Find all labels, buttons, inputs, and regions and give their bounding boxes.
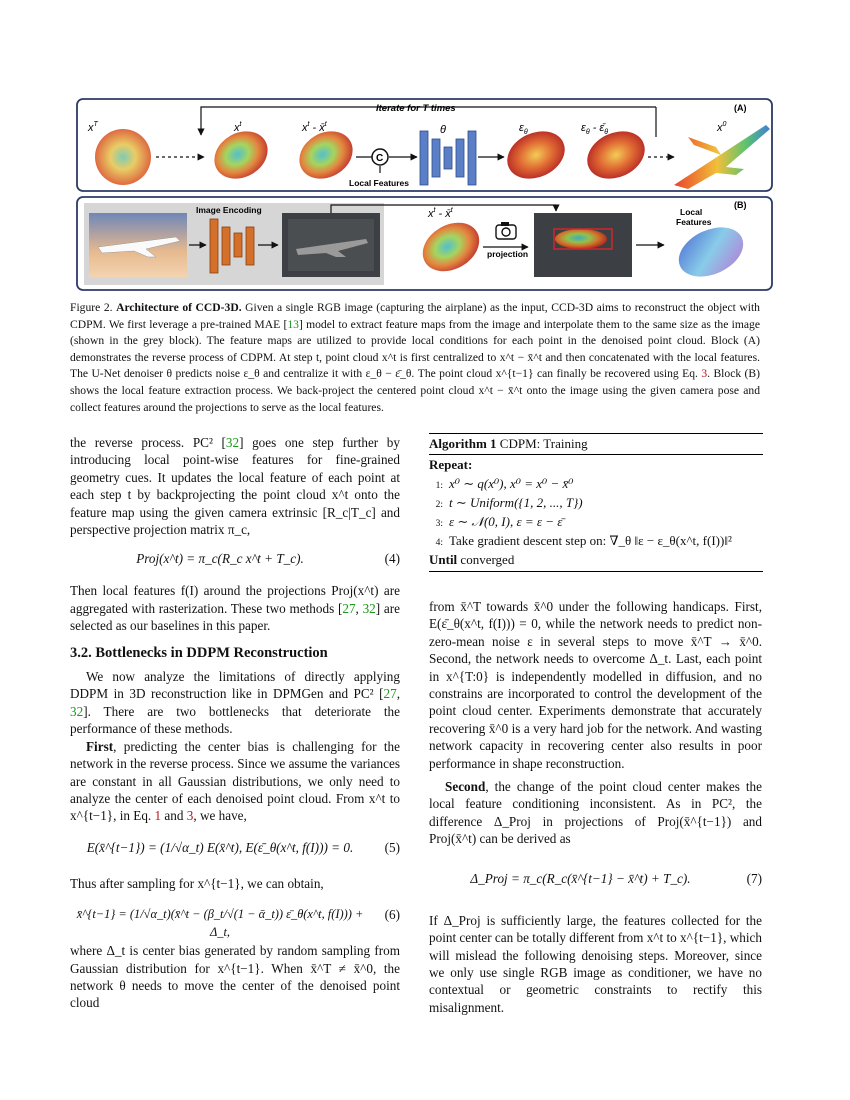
local-features-b-2: Features bbox=[676, 217, 712, 227]
algorithm-line bbox=[429, 531, 763, 550]
left-p4-b: , we have, bbox=[193, 808, 247, 824]
unet-denoiser bbox=[420, 131, 476, 185]
equation-4-body: Proj(x^t) = π_c(R_c x^t + T_c). bbox=[136, 551, 304, 567]
left-p1-b: ] goes one step further by introducing local point-wise features for fine-grained geometry cues. It updates the local feature of each point at each step t by backprojecting the point cloud x^t onto the feature map using the given camera extrinsic [R_c|T_c] and perspective projection matrix π_c, bbox=[70, 435, 400, 538]
algorithm-title-bold: Algorithm 1 bbox=[429, 436, 497, 451]
algorithm-line-text: t ∼ Uniform({1, 2, ..., T}) bbox=[449, 495, 583, 510]
cloud-eps bbox=[500, 122, 573, 187]
left-p6: where Δ_t is center bias generated by random sampling from Gaussian distribution for x^{t−1}. When x̄^T ≠ x̄^0, the network θ needs to move the center of the denoised point cloud bbox=[70, 943, 400, 1011]
equation-5-number: (5) bbox=[384, 839, 400, 855]
caption-text-3: . Block (B) shows the local feature extraction process. We back-project the centered point cloud x^t − x̄^t onto the image using the given camera pose and collect features around the projections to serve as the local features. bbox=[70, 367, 761, 414]
label-xt: $x^t$ bbox=[234, 121, 242, 134]
algorithm-line-number: 2: bbox=[435, 500, 443, 510]
equation-6-body: x̄^{t−1} = (1/√α_t)(x̄^t − (β_t/√(1 − ᾱ_t)) ε̄_θ(x^t, f(I))) + Δ_t, bbox=[76, 907, 364, 939]
left-p2-b: ] are selected as our baselines in this paper. bbox=[70, 600, 400, 634]
algorithm-title bbox=[429, 433, 763, 455]
noise-cloud bbox=[95, 129, 151, 185]
local-features-a: Local Features bbox=[349, 178, 409, 188]
eq-ref-link[interactable]: 3 bbox=[701, 367, 708, 381]
right-p1: from x̄^T towards x̄^0 under the following handicaps. First, E(ε̄_θ(x^t, f(I))) = 0, while the network needs to predict non-zero-mean noise ε in several steps to move x̄^T → x̄^0. Second, the network needs to overcome Δ_t. Last, each point in x^{T:0} is independently modelled in diffusion, and no constrains are incorporated to control the development of the point cloud center. Experiments demonstrate that accurately recovering x̄^0 is a very hard job for the network. And wasting network capacity in recovering center also results in poor performance in shape reconstruction. bbox=[429, 599, 762, 771]
projection-label: projection bbox=[487, 249, 529, 259]
left-p1-a: the reverse process. PC² [ bbox=[70, 435, 226, 450]
label-b-xt-centered: $x^t$ - x̄$^t$ bbox=[428, 207, 453, 220]
cite-link[interactable]: 32 bbox=[70, 703, 84, 719]
caption-title: Architecture of CCD-3D. bbox=[116, 301, 242, 314]
algorithm-until-rest: converged bbox=[460, 552, 515, 567]
left-p3-b: ]. There are two bottlenecks that deteriorate the performance of these methods. bbox=[70, 703, 400, 737]
caption-text-1: Given a single RGB image (capturing the airplane) as the input, CCD-3D aims to reconstruct the object with CDPM. We first leverage a pre-trained MAE [ bbox=[70, 301, 760, 331]
algorithm-body bbox=[429, 455, 763, 572]
left-p4-and: and bbox=[161, 808, 187, 824]
algorithm-line-number: 1: bbox=[435, 481, 443, 491]
label-xT: $x^T$ bbox=[88, 121, 98, 134]
block-b-tag: (B) bbox=[734, 200, 747, 210]
cloud-local-features bbox=[671, 218, 751, 287]
right-p2: , the change of the point cloud center makes the local feature conditioning inconsistent. As in PC², the difference Δ_Proj in projections of Proj(x̄^{t−1}) and Proj(x̄^t) can be derived as bbox=[429, 779, 762, 847]
cite-link[interactable]: 32 bbox=[362, 600, 376, 616]
cloud-b-centered bbox=[414, 213, 488, 281]
equation-7 bbox=[429, 870, 762, 892]
reconstructed-airplane bbox=[674, 125, 770, 189]
algorithm-line bbox=[429, 512, 763, 531]
cite-link[interactable]: 13 bbox=[287, 317, 299, 331]
equation-5 bbox=[70, 839, 400, 861]
equation-7-number: (7) bbox=[746, 870, 762, 886]
algorithm-line-number: 3: bbox=[435, 519, 443, 529]
left-p4-a: , predicting the center bias is challenging for the network in the reverse process. Since we assume the variances are constant in all Gaussian distributions, we only need to analyze the center of each denoised point cloud. From x^t to x^{t−1}, in Eq. bbox=[70, 738, 400, 824]
cloud-xt bbox=[206, 122, 276, 188]
iterate-label: Iterate for T times bbox=[376, 103, 456, 114]
algorithm-line-text: Take gradient descent step on: ∇_θ ‖ε − ε_θ(x^t, f(I))‖² bbox=[449, 533, 732, 548]
cite-link[interactable]: 27 bbox=[342, 600, 356, 616]
equation-6-number: (6) bbox=[384, 907, 400, 923]
left-p5: Thus after sampling for x^{t−1}, we can obtain, bbox=[70, 875, 324, 891]
label-eps-centered: $\varepsilon_\theta$ - $\varepsilon̄_\theta$ bbox=[581, 122, 609, 136]
equation-7-body: Δ_Proj = π_c(R_c(x̄^{t−1} − x̄^t) + T_c). bbox=[470, 870, 691, 886]
left-p4-bold: First bbox=[86, 738, 114, 754]
image-encoding: Image Encoding bbox=[196, 205, 262, 215]
label-eps: $\varepsilon_\theta$ bbox=[519, 122, 528, 136]
equation-5-body: E(x̄^{t−1}) = (1/√α_t) E(x̄^t), E(ε̄_θ(x^t, f(I))) = 0. bbox=[86, 839, 354, 855]
eq-ref-link[interactable]: 1 bbox=[154, 808, 162, 824]
algorithm-line bbox=[429, 474, 763, 493]
local-features-b-1: Local bbox=[680, 207, 703, 217]
left-column: the reverse process. PC² [32] goes one step further by introducing local point-wise features for fine-grained geometry cues. It updates the local feature of each point at each step t by backprojecting the point cloud x^t onto the feature map using the given camera extrinsic [R_c|T_c] and perspective projection matrix π_c, Proj(x^t) = π_c(R_c x^t + T_c). (4) Then local features f(I) around the projections Proj(x^t) are aggregated with rasterization. These two methods [27, 32] are selected as our baselines in this paper. 3.2. Bottlenecks in DDPM Reconstruction We now analyze the limitations of directly applying DDPM in 3D reconstruction like in DPMGen and PC² [27, 32]. There are two bottlenecks that deteriorate the performance of these methods. First, predicting the center bias is challenging for the network in the reverse process. Since we assume the variances are constant in all Gaussian distributions, we only need to analyze the center of each denoised point cloud. From x^t to x^{t−1}, in Eq. 1 and 3, we have, E(x̄^{t−1}) = (1/√α_t) E(x̄^t), E(ε̄_θ(x^t, f(I))) = 0. (5) Thus after sampling for x^{t−1}, we can obtain, x̄^{t−1} = (1/√α_t)(x̄^t − (β_t/√(1 − ᾱ_t)) ε̄_θ(x^t, f(I))) + Δ_t, (6) where Δ_t is center bias generated by random sampling from Gaussian distribution for x^{t−1}. When x̄^T ≠ x̄^0, the network θ needs to move the center of the denoised point cloud bbox=[70, 435, 400, 1011]
algorithm-line-text: x⁰ ∼ q(x⁰), x⁰ = x⁰ − x̄⁰ bbox=[449, 476, 574, 491]
cite-link[interactable]: 27 bbox=[383, 686, 397, 702]
algorithm-until: Until bbox=[429, 552, 458, 567]
left-p3-a: We now analyze the limitations of directly applying DDPM in 3D reconstruction like in DPMGen and PC² [ bbox=[70, 669, 400, 702]
eq-ref-link[interactable]: 3 bbox=[186, 808, 194, 824]
section-heading: 3.2. Bottlenecks in DDPM Reconstruction bbox=[70, 644, 328, 661]
equation-6 bbox=[70, 906, 400, 939]
right-column bbox=[429, 598, 762, 1016]
right-p3: If Δ_Proj is sufficiently large, the features collected for the point center can be totally different from x^t to x^{t−1}, which will mislead the following denoising steps. Moreover, since we only use single RGB image as conditioner, we have no contextual or geometric constraints to rectify this misalignment. bbox=[429, 912, 762, 1015]
figure-caption bbox=[70, 300, 760, 416]
algorithm-title-text: CDPM: Training bbox=[499, 436, 588, 451]
algorithm-line-number: 4: bbox=[435, 538, 443, 548]
right-p2-bold: Second bbox=[445, 779, 486, 795]
equation-4-number: (4) bbox=[384, 551, 400, 567]
cite-link[interactable]: 32 bbox=[225, 435, 240, 450]
block-a-tag: (A) bbox=[734, 103, 747, 113]
architecture-figure bbox=[76, 97, 774, 292]
algorithm-line-text: ε ∼ 𝒩(0, I), ε = ε − ε̄ bbox=[449, 514, 563, 529]
algorithm-line bbox=[429, 493, 763, 512]
equation-4 bbox=[70, 550, 400, 572]
label-x0: $x^0$ bbox=[717, 121, 727, 134]
camera-icon bbox=[496, 222, 516, 239]
caption-text-2: ] model to extract feature maps from the image and interpolate them to the same size as the image (shown in the grey block). The feature maps are utilized to provide local conditions for each point in the denoised point cloud. Block (A) demonstrates the reverse process of CDPM. At step t, point cloud x^t is first centralized to x^t − x̄^t and then concatenated with the local features. The U-Net denoiser θ predicts noise ε_θ and centralize it with ε_θ − ε̄_θ. The point cloud x^{t−1} can finally be recovered using Eq. bbox=[70, 317, 760, 381]
caption-label: Figure 2. bbox=[70, 301, 113, 314]
label-xt-centered: $x^t$ - x̄$^t$ bbox=[302, 121, 327, 134]
algorithm-box bbox=[429, 433, 763, 572]
algorithm-repeat: Repeat: bbox=[429, 457, 473, 472]
left-p2-a: Then local features f(I) around the projections Proj(x^t) are aggregated with rasterization. These two methods [ bbox=[70, 583, 400, 616]
label-theta: θ bbox=[440, 124, 446, 136]
concat-symbol-label: C bbox=[376, 153, 384, 164]
